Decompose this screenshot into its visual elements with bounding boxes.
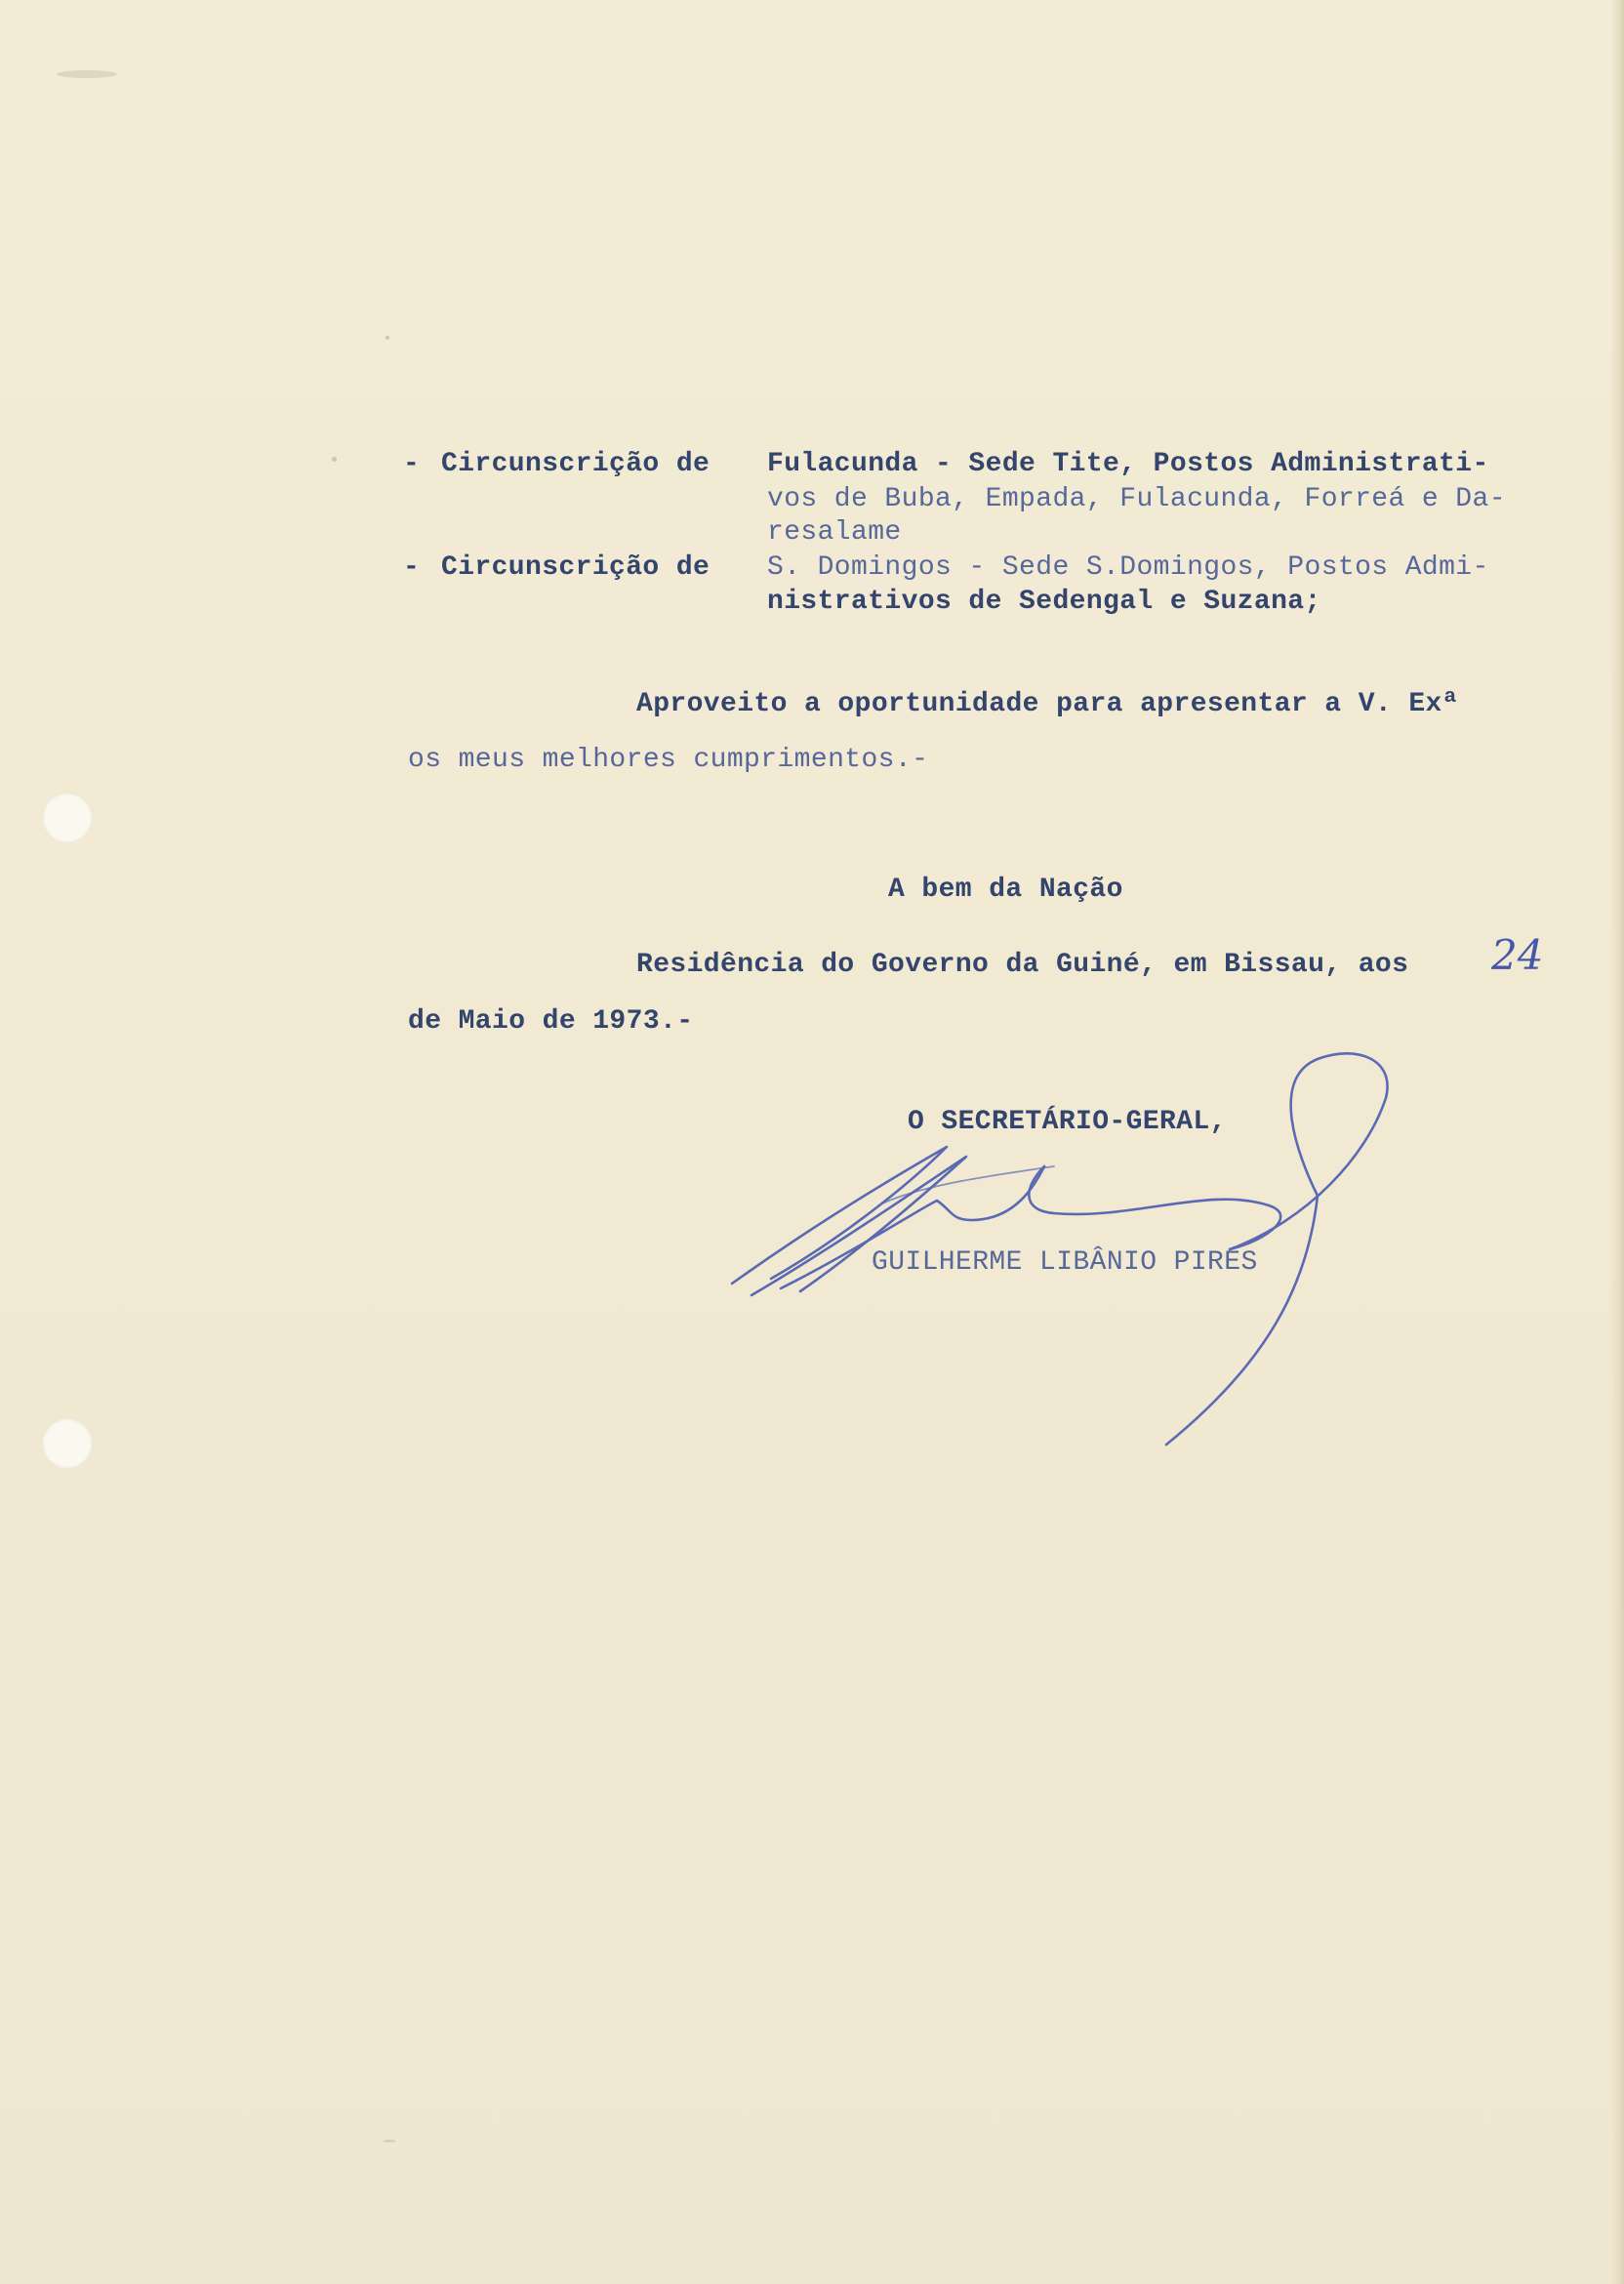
closing-line-2: os meus melhores cumprimentos.- [408,745,929,775]
list-item-2-dash: - [403,552,421,583]
list-item-2-heading: Circunscrição de [441,552,710,583]
punch-hole-bottom [42,1418,93,1469]
paper-speck [332,457,337,462]
list-item-1-line-2: vos de Buba, Empada, Fulacunda, Forreá e Da- [767,484,1506,514]
list-item-1-line-3: resalame [767,517,902,548]
place-date-line-1: Residência do Governo da Guiné, em Bissau, aos [636,950,1409,980]
list-item-2-line-1: S. Domingos - Sede S.Domingos, Postos Admi- [767,552,1489,583]
page-edge-shadow [1610,0,1624,2284]
signatory-name: GUILHERME LIBÂNIO PIRES [872,1247,1258,1278]
paper-speck [383,2140,396,2142]
paper-speck [57,70,117,78]
place-date-line-2: de Maio de 1973.- [408,1006,694,1037]
list-item-2-line-2: nistrativos de Sedengal e Suzana; [767,587,1321,617]
signatory-title: O SECRETÁRIO-GERAL, [908,1107,1227,1137]
paper-speck [386,336,389,340]
salutation: A bem da Nação [888,875,1123,905]
handwritten-day: 24 [1491,931,1544,979]
list-item-1-line-1: Fulacunda - Sede Tite, Postos Administrati- [767,449,1489,479]
punch-hole-top [42,793,93,843]
list-item-1-dash: - [403,449,421,479]
closing-line-1: Aproveito a oportunidade para apresentar a V. Exª [636,689,1459,719]
handwritten-signature [722,1040,1405,1449]
list-item-1-heading: Circunscrição de [441,449,710,479]
